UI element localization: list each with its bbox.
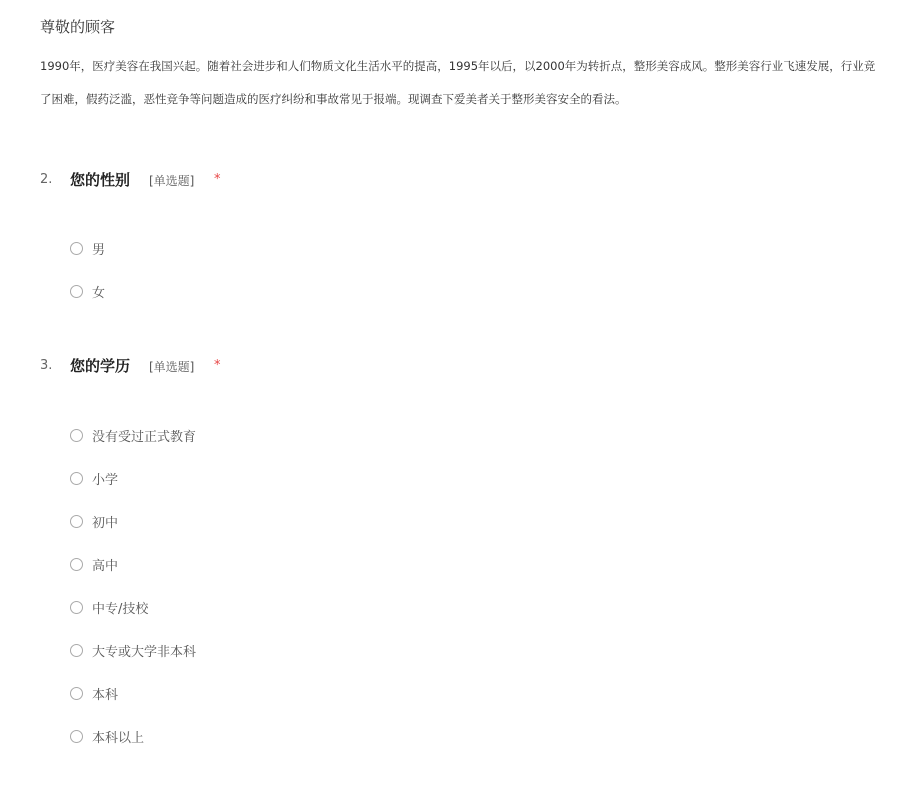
option-label: 男 — [92, 242, 106, 258]
intro-line: 1990年，医疗美容在我国兴起。随着社会进步和人们物质文化生活水平的提高，1995年以后，以2000年为转折点，整形美容成风。整形美容行业飞速发展，行业竞 — [40, 59, 876, 73]
intro-line: 了困难，假药泛滥，恶性竞争等问题造成的医疗纠纷和事故常见于报端。现调查下爱美者关于整形美容安全的看法。 — [40, 92, 627, 106]
option-primary-school[interactable] — [70, 468, 118, 488]
option-male[interactable] — [70, 238, 105, 258]
option-label: 中专/技校 — [92, 601, 149, 617]
radio-button[interactable] — [70, 558, 83, 571]
option-label: 女 — [92, 285, 106, 301]
option-label: 本科 — [92, 687, 119, 703]
radio-button[interactable] — [70, 515, 83, 528]
question-number: 3. — [40, 358, 53, 373]
option-label: 本科以上 — [92, 730, 145, 746]
option-label: 高中 — [92, 558, 119, 574]
option-label: 大专或大学非本科 — [92, 644, 197, 660]
option-label: 初中 — [92, 515, 119, 531]
question-gender — [40, 169, 860, 191]
option-above-bachelor[interactable] — [70, 726, 144, 746]
question-title: 您的性别 — [70, 171, 131, 189]
question-number: 2. — [40, 172, 53, 187]
question-title: 您的学历 — [70, 357, 131, 375]
question-title-row — [40, 169, 860, 191]
question-title-row — [40, 355, 860, 377]
question-type-label: [单选题] — [149, 174, 195, 188]
option-vocational[interactable] — [70, 597, 148, 617]
option-bachelor[interactable] — [70, 683, 118, 703]
option-college-non-bachelor[interactable] — [70, 640, 196, 660]
option-junior-high[interactable] — [70, 511, 118, 531]
option-no-formal-education[interactable] — [70, 425, 196, 445]
required-asterisk: * — [214, 358, 221, 373]
required-asterisk: * — [214, 172, 221, 187]
option-label: 小学 — [92, 472, 119, 488]
radio-button[interactable] — [70, 730, 83, 743]
question-education — [40, 355, 860, 377]
radio-button[interactable] — [70, 687, 83, 700]
option-senior-high[interactable] — [70, 554, 118, 574]
radio-button[interactable] — [70, 242, 83, 255]
radio-button[interactable] — [70, 472, 83, 485]
radio-button[interactable] — [70, 285, 83, 298]
radio-button[interactable] — [70, 644, 83, 657]
option-female[interactable] — [70, 281, 105, 301]
radio-button[interactable] — [70, 601, 83, 614]
radio-button[interactable] — [70, 429, 83, 442]
question-type-label: [单选题] — [149, 360, 195, 374]
intro-paragraph — [40, 50, 900, 116]
greeting-title: 尊敬的顾客 — [40, 18, 116, 36]
option-label: 没有受过正式教育 — [92, 429, 197, 445]
